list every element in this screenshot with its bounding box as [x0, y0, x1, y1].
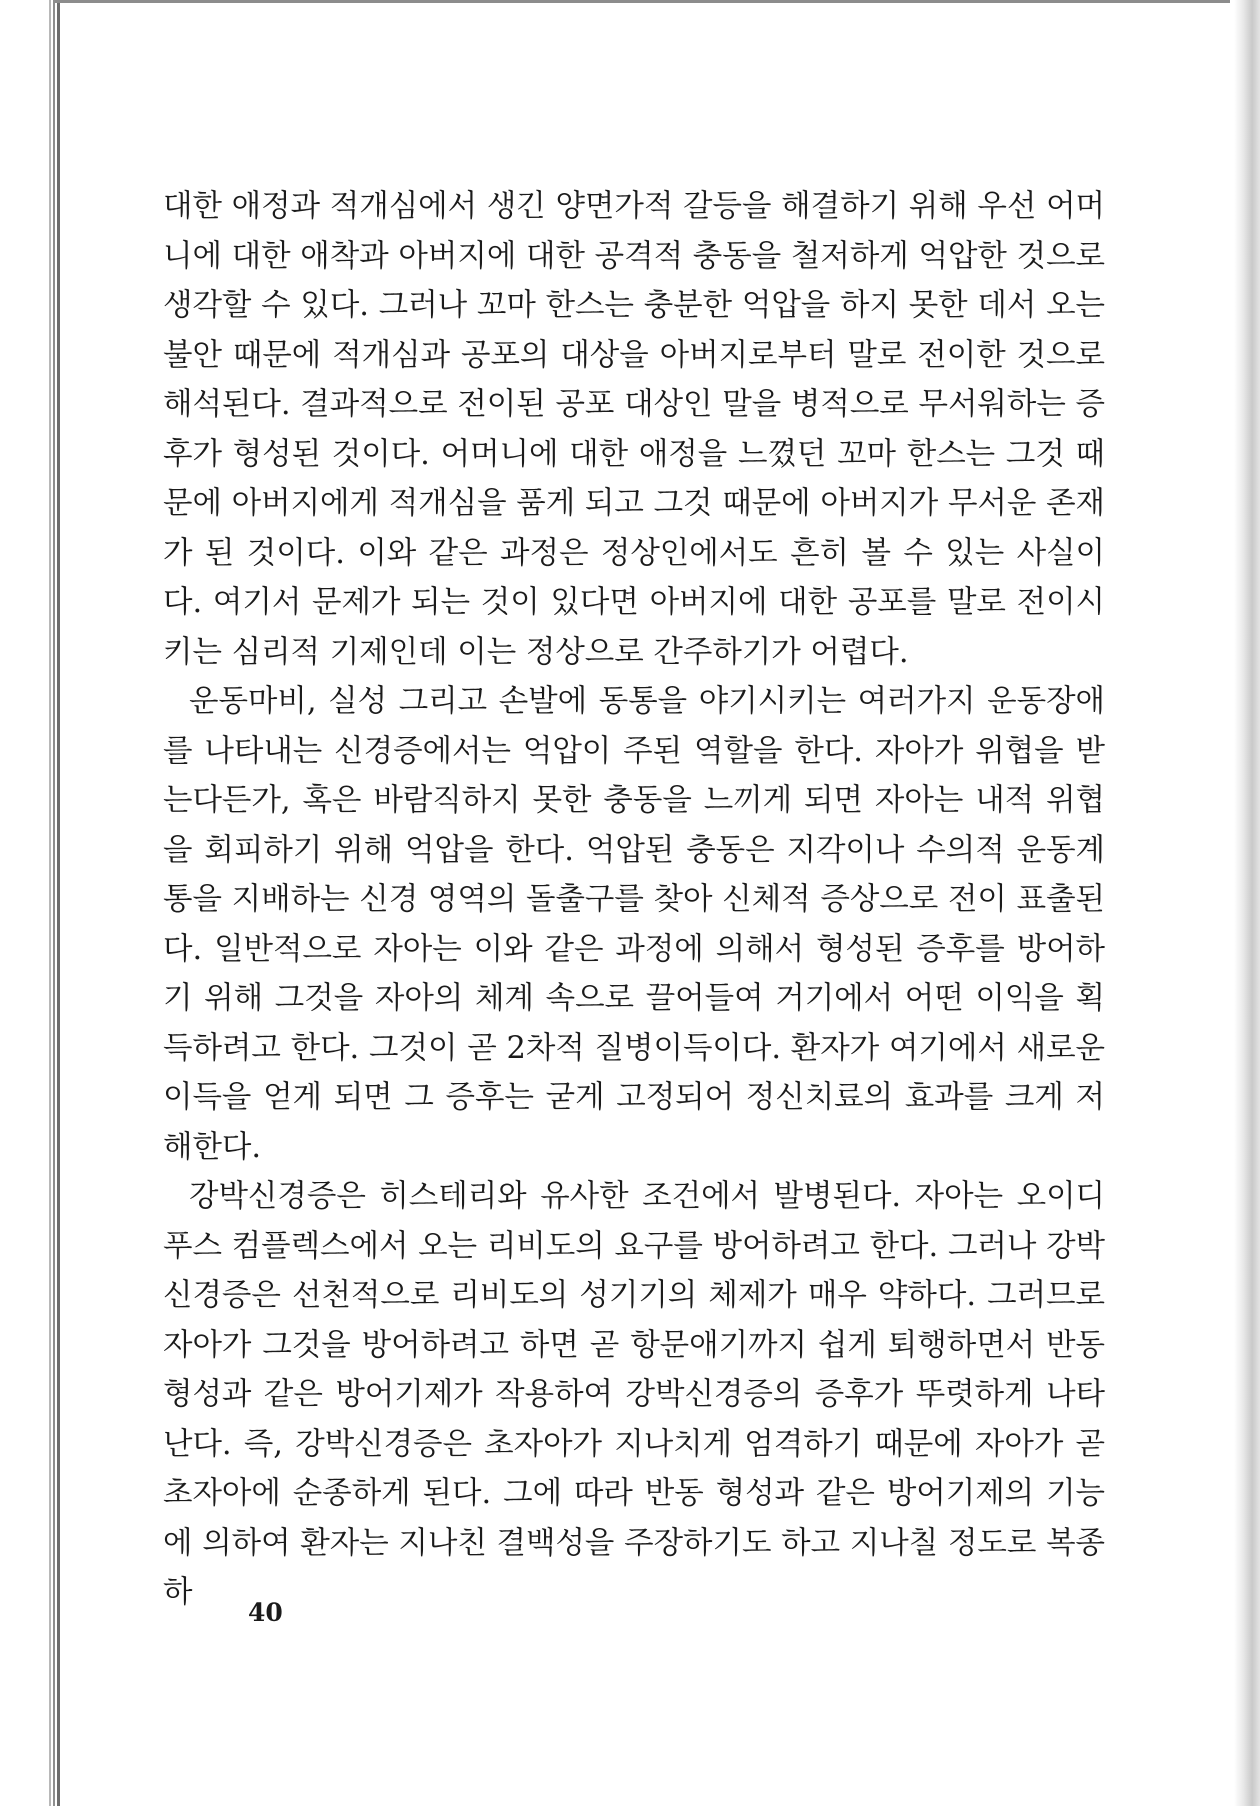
- body-text: [163, 182, 1105, 1618]
- page-right-shadow: [1234, 0, 1260, 1806]
- paragraph-continued: 대한 애정과 적개심에서 생긴 양면가적 갈등을 해결하기 위해 우선 어머니에 대한 애착과 아버지에 대한 공격적 충동을 철저하게 억압한 것으로 생각할 수 있다. 그러나 꼬마 한스는 충분한 억압을 하지 못한 데서 오는 불안 때문에 적개심과 공포의 대상을 아버지로부터 말로 전이한 것으로 해석된다. 결과적으로 전이된 공포 대상인 말을 병적으로 무서워하는 증후가 형성된 것이다. 어머니에 대한 애정을 느꼈던 꼬마 한스는 그것 때문에 아버지에게 적개심을 품게 되고 그것 때문에 아버지가 무서운 존재가 된 것이다. 이와 같은 과정은 정상인에서도 흔히 볼 수 있는 사실이다. 여기서 문제가 되는 것이 있다면 아버지에 대한 공포를 말로 전이시키는 심리적 기제인데 이는 정상으로 간주하기가 어렵다.: [163, 189, 1105, 670]
- paragraph-obsessive-neurosis: 강박신경증은 히스테리와 유사한 조건에서 발병된다. 자아는 오이디푸스 컴플렉스에서 오는 리비도의 요구를 방어하려고 한다. 그러나 강박신경증은 선천적으로 리비도의 성기기의 체제가 매우 약하다. 그러므로 자아가 그것을 방어하려고 하면 곧 항문애기까지 쉽게 퇴행하면서 반동 형성과 같은 방어기제가 작용하여 강박신경증의 증후가 뚜렷하게 나타난다. 즉, 강박신경증은 초자아가 지나치게 엄격하기 때문에 자아가 곧 초자아에 순종하게 된다. 그에 따라 반동 형성과 같은 방어기제의 기능에 의하여 환자는 지나친 결백성을 주장하기도 하고 지나칠 정도로 복종하: [163, 1179, 1105, 1610]
- page-stack-edge: [53, 0, 55, 1806]
- page-stack-edge: [49, 0, 51, 1806]
- paragraph-motor-disorders: 운동마비, 실성 그리고 손발에 동통을 야기시키는 여러가지 운동장애를 나타내는 신경증에서는 억압이 주된 역할을 한다. 자아가 위협을 받는다든가, 혹은 바람직하지 못한 충동을 느끼게 되면 자아는 내적 위협을 회피하기 위해 억압을 한다. 억압된 충동은 지각이나 수의적 운동계통을 지배하는 신경 영역의 돌출구를 찾아 신체적 증상으로 전이 표출된다. 일반적으로 자아는 이와 같은 과정에 의해서 형성된 증후를 방어하기 위해 그것을 자아의 체계 속으로 끌어들여 거기에서 어떤 이익을 획득하려고 한다. 그것이 곧 2차적 질병이득이다. 환자가 여기에서 새로운 이득을 얻게 되면 그 증후는 굳게 고정되어 정신치료의 효과를 크게 저해한다.: [163, 684, 1105, 1165]
- page-number: 40: [248, 1598, 283, 1627]
